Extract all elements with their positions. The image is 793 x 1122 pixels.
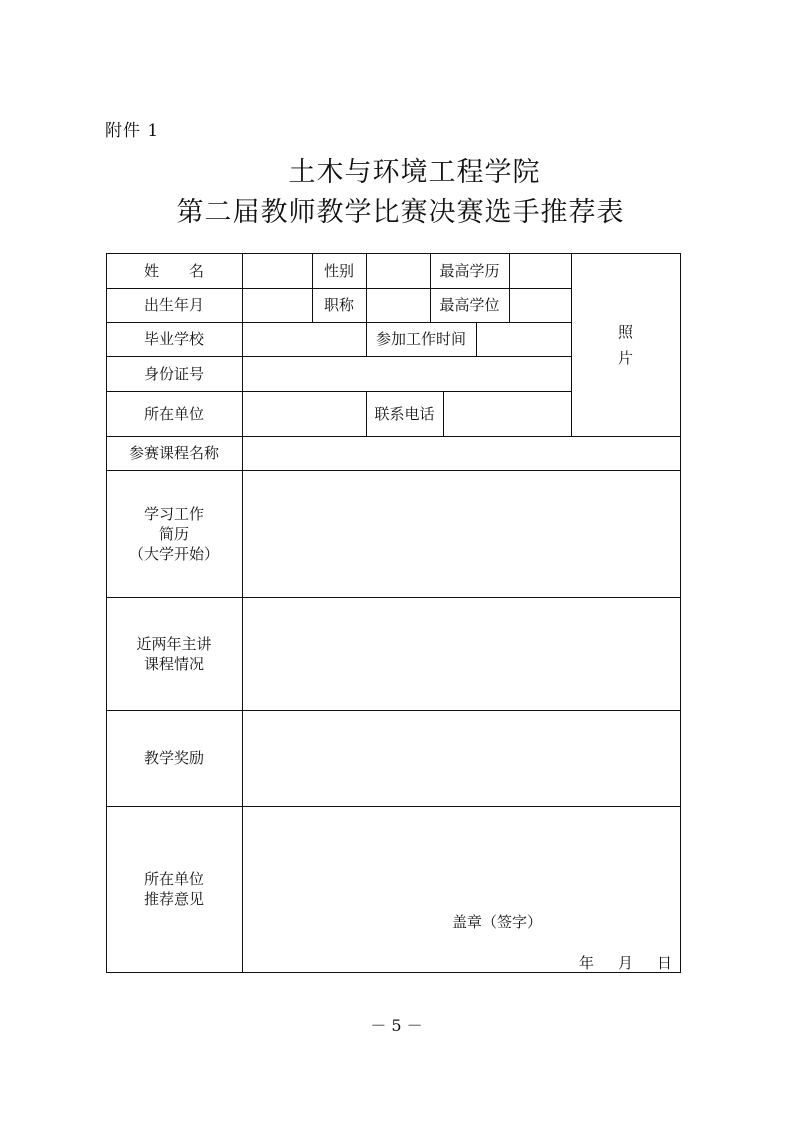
history-field[interactable]	[242, 470, 680, 597]
photo-label-2: 片	[617, 348, 633, 367]
title-rank-field[interactable]	[366, 288, 430, 322]
highest-education-label: 最高学历	[439, 261, 500, 280]
unit-field[interactable]	[242, 391, 366, 436]
course-field[interactable]	[242, 436, 680, 470]
history-label: 学习工作 简历 （大学开始）	[128, 504, 219, 563]
photo-box[interactable]	[571, 253, 680, 436]
recommend-field[interactable]	[242, 806, 680, 972]
school-label: 毕业学校	[143, 330, 204, 348]
id-label: 身份证号	[143, 364, 204, 383]
birth-field[interactable]	[242, 288, 312, 322]
gender-label: 性别	[323, 261, 354, 280]
birth-label: 出生年月	[143, 296, 204, 314]
photo-label-1: 照	[617, 322, 633, 341]
work-start-label: 参加工作时间	[375, 330, 466, 348]
page-title-line1: 土木与环境工程学院	[288, 157, 541, 188]
work-start-field[interactable]	[476, 322, 571, 356]
school-field[interactable]	[242, 322, 366, 356]
courses-field[interactable]	[242, 597, 680, 710]
course-label: 参赛课程名称	[128, 444, 219, 462]
phone-label: 联系电话	[374, 404, 435, 423]
highest-degree-field[interactable]	[509, 288, 571, 322]
attachment-label: 附件 1	[105, 121, 160, 141]
id-field[interactable]	[242, 356, 571, 391]
phone-field[interactable]	[443, 391, 571, 436]
title-rank-label: 职称	[323, 296, 354, 314]
page-title-line2: 第二届教师教学比赛决赛选手推荐表	[176, 197, 625, 228]
awards-field[interactable]	[242, 710, 680, 806]
recommend-label: 所在单位 推荐意见	[143, 870, 204, 908]
awards-label: 教学奖励	[143, 749, 204, 767]
name-field[interactable]	[242, 253, 312, 288]
gender-field[interactable]	[366, 253, 430, 288]
page-number: － 5 －	[370, 1016, 423, 1035]
stamp-signature-text: 盖章（签字）	[452, 913, 543, 931]
date-year-label: 年	[579, 954, 595, 972]
unit-label: 所在单位	[143, 404, 204, 423]
highest-degree-label: 最高学位	[439, 296, 500, 314]
courses-label: 近两年主讲 课程情况	[136, 634, 212, 673]
name-label: 姓名	[143, 261, 234, 280]
highest-education-field[interactable]	[509, 253, 571, 288]
date-day-label: 日	[657, 954, 673, 972]
date-month-label: 月	[618, 954, 634, 972]
